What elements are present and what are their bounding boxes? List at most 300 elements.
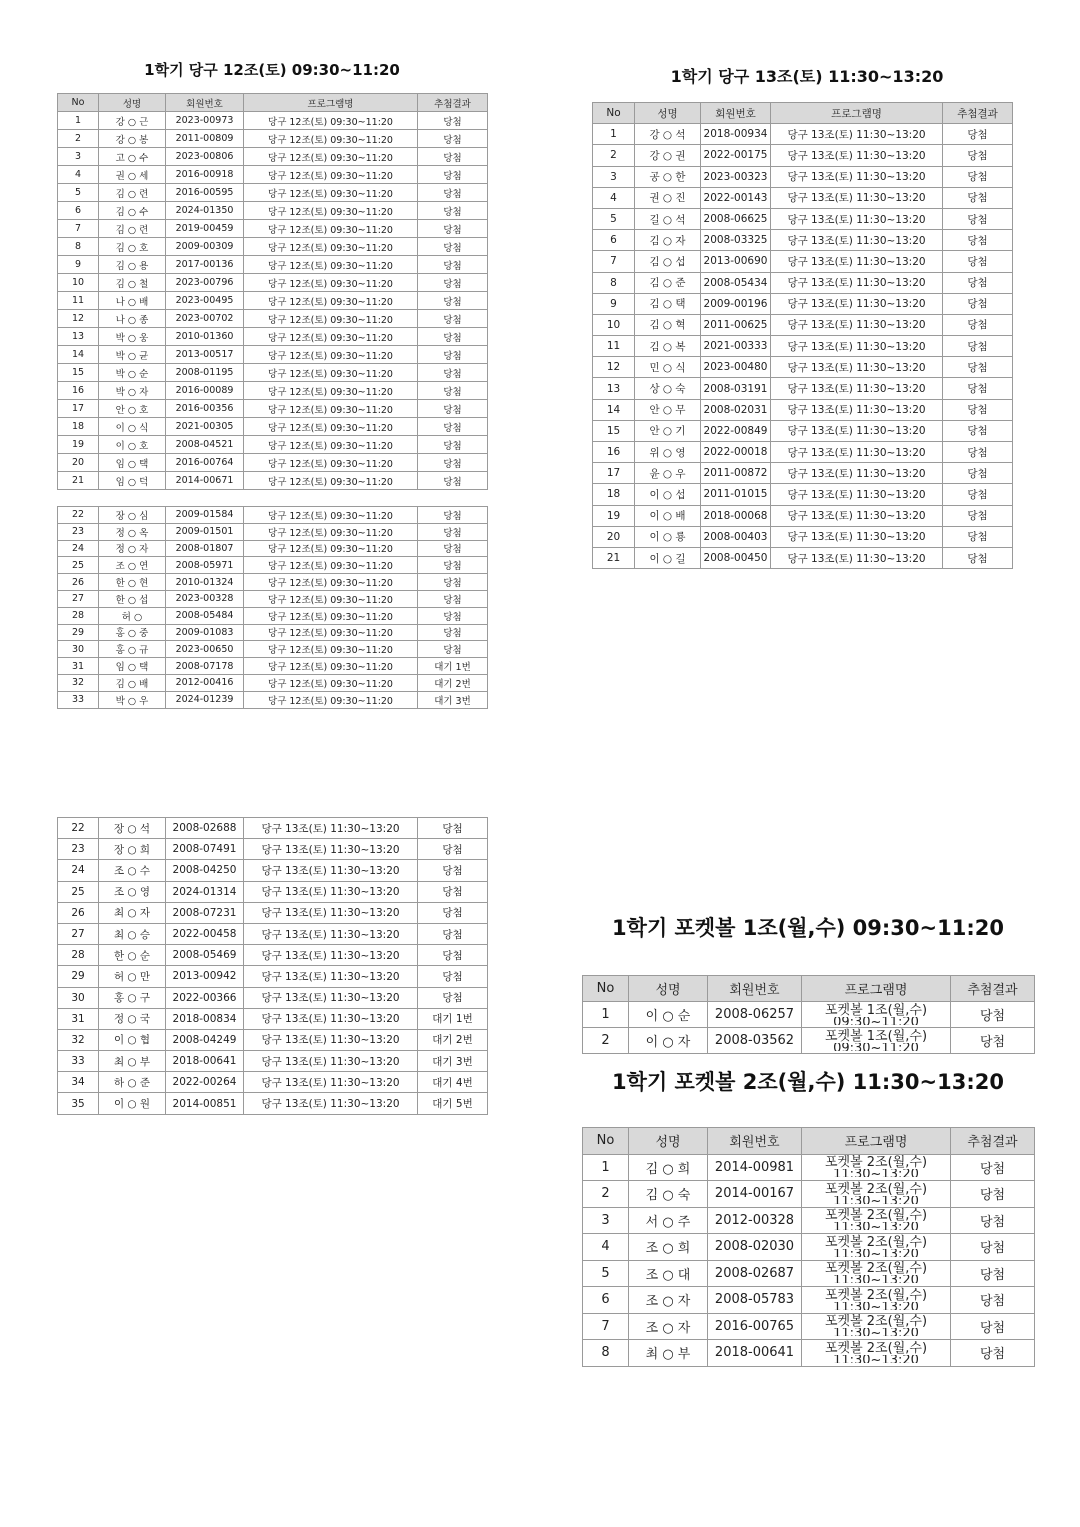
cell-name: 조 ○ 연	[99, 557, 166, 574]
table-row	[58, 184, 488, 202]
cell-no: 23	[58, 523, 99, 540]
cell-no: 5	[58, 184, 99, 202]
cell-no: 19	[58, 436, 99, 454]
cell-no: 9	[58, 256, 99, 274]
cell-no: 6	[583, 1287, 629, 1314]
cell-no: 14	[58, 346, 99, 364]
cell-member-id: 2024-01350	[166, 202, 244, 220]
cell-no: 1	[58, 112, 99, 130]
cell-result: 대기 5번	[418, 1093, 488, 1114]
cell-name: 김 ○ 수	[99, 202, 166, 220]
billiards-12-table	[57, 93, 488, 490]
cell-result: 당첨	[943, 399, 1013, 420]
cell-name: 이 ○ 배	[635, 505, 701, 526]
table-row	[58, 292, 488, 310]
cell-name: 이 ○ 호	[99, 436, 166, 454]
table-row	[58, 400, 488, 418]
table-row	[58, 328, 488, 346]
cell-name: 안 ○ 호	[99, 400, 166, 418]
cell-no: 5	[583, 1260, 629, 1287]
col-header-member-id: 회원번호	[708, 976, 802, 1002]
table-row	[58, 238, 488, 256]
table-row	[58, 1093, 488, 1114]
cell-result: 대기 2번	[418, 1029, 488, 1050]
cell-result: 당첨	[418, 292, 488, 310]
cell-result: 당첨	[943, 442, 1013, 463]
cell-result: 당첨	[943, 208, 1013, 229]
col-header-program: 프로그램명	[802, 1128, 951, 1155]
cell-member-id: 2008-01195	[166, 364, 244, 382]
cell-name: 조 ○ 희	[629, 1234, 708, 1261]
cell-name: 이 ○ 순	[629, 1002, 708, 1028]
cell-name: 김 ○ 택	[635, 293, 701, 314]
cell-program: 당구 12조(토) 09:30~11:20	[244, 130, 418, 148]
cell-no: 13	[58, 328, 99, 346]
cell-program: 포켓볼 2조(월,수) 11:30~13:20	[802, 1207, 951, 1234]
col-header-result: 추첨결과	[951, 1128, 1035, 1155]
cell-program: 당구 13조(토) 11:30~13:20	[244, 902, 418, 923]
cell-program: 당구 13조(토) 11:30~13:20	[771, 357, 943, 378]
cell-member-id: 2008-01807	[166, 540, 244, 557]
cell-program: 포켓볼 2조(월,수) 11:30~13:20	[802, 1181, 951, 1208]
cell-member-id: 2023-00702	[166, 310, 244, 328]
table-row	[593, 463, 1013, 484]
cell-member-id: 2009-00196	[701, 293, 771, 314]
table-row	[58, 860, 488, 881]
cell-result: 당첨	[943, 336, 1013, 357]
cell-name: 박 ○ 자	[99, 382, 166, 400]
cell-member-id: 2008-03325	[701, 230, 771, 251]
cell-no: 7	[58, 220, 99, 238]
cell-member-id: 2022-00175	[701, 145, 771, 166]
cell-member-id: 2008-05971	[166, 557, 244, 574]
cell-name: 조 ○ 영	[99, 881, 166, 902]
table-row	[58, 507, 488, 524]
cell-no: 28	[58, 607, 99, 624]
cell-name: 강 ○ 석	[635, 124, 701, 145]
cell-member-id: 2016-00595	[166, 184, 244, 202]
cell-result: 당첨	[943, 124, 1013, 145]
cell-member-id: 2016-00089	[166, 382, 244, 400]
table-row	[58, 1008, 488, 1029]
cell-result: 대기 1번	[418, 1008, 488, 1029]
col-header-member-id: 회원번호	[166, 94, 244, 112]
cell-member-id: 2008-05469	[166, 945, 244, 966]
cell-name: 하 ○ 준	[99, 1072, 166, 1093]
cell-program: 당구 13조(토) 11:30~13:20	[771, 526, 943, 547]
table-row	[593, 145, 1013, 166]
cell-result: 당첨	[943, 272, 1013, 293]
cell-name: 안 ○ 기	[635, 420, 701, 441]
table-row	[58, 624, 488, 641]
table-row	[593, 484, 1013, 505]
table-row	[58, 1029, 488, 1050]
cell-name: 윤 ○ 우	[635, 463, 701, 484]
cell-program: 당구 13조(토) 11:30~13:20	[244, 818, 418, 839]
cell-no: 24	[58, 860, 99, 881]
cell-result: 당첨	[418, 590, 488, 607]
table-row	[58, 148, 488, 166]
cell-member-id: 2023-00806	[166, 148, 244, 166]
cell-no: 34	[58, 1072, 99, 1093]
cell-program: 당구 13조(토) 11:30~13:20	[244, 945, 418, 966]
pocketball-1-table	[582, 975, 1035, 1054]
cell-no: 21	[58, 472, 99, 490]
col-header-no: No	[58, 94, 99, 112]
cell-no: 24	[58, 540, 99, 557]
cell-name: 김 ○ 철	[99, 274, 166, 292]
cell-program: 포켓볼 2조(월,수) 11:30~13:20	[802, 1154, 951, 1181]
cell-name: 나 ○ 배	[99, 292, 166, 310]
table-row	[58, 346, 488, 364]
cell-name: 권 ○ 세	[99, 166, 166, 184]
cell-member-id: 2013-00690	[701, 251, 771, 272]
cell-result: 당첨	[418, 860, 488, 881]
table-row	[58, 658, 488, 675]
cell-name: 한 ○ 순	[99, 945, 166, 966]
table-row	[58, 112, 488, 130]
table-row	[58, 902, 488, 923]
table-row	[593, 505, 1013, 526]
cell-program: 당구 13조(토) 11:30~13:20	[771, 314, 943, 335]
table-row	[58, 256, 488, 274]
cell-member-id: 2011-00872	[701, 463, 771, 484]
cell-program: 당구 12조(토) 09:30~11:20	[244, 310, 418, 328]
table-row	[593, 442, 1013, 463]
table-row	[583, 1287, 1035, 1314]
cell-program: 당구 13조(토) 11:30~13:20	[771, 293, 943, 314]
table-row	[58, 1051, 488, 1072]
cell-member-id: 2022-00849	[701, 420, 771, 441]
cell-member-id: 2023-00650	[166, 641, 244, 658]
cell-result: 당첨	[418, 839, 488, 860]
cell-program: 당구 12조(토) 09:30~11:20	[244, 274, 418, 292]
cell-member-id: 2009-01501	[166, 523, 244, 540]
cell-no: 35	[58, 1093, 99, 1114]
cell-name: 최 ○ 승	[99, 923, 166, 944]
cell-program: 당구 12조(토) 09:30~11:20	[244, 674, 418, 691]
cell-no: 29	[58, 624, 99, 641]
cell-name: 이 ○ 원	[99, 1093, 166, 1114]
cell-member-id: 2008-02031	[701, 399, 771, 420]
col-header-result: 추첨결과	[418, 94, 488, 112]
cell-name: 김 ○ 호	[99, 238, 166, 256]
cell-no: 15	[58, 364, 99, 382]
cell-program: 포켓볼 1조(월,수) 09:30~11:20	[802, 1002, 951, 1028]
cell-name: 고 ○ 수	[99, 148, 166, 166]
cell-member-id: 2008-03191	[701, 378, 771, 399]
cell-program: 당구 12조(토) 09:30~11:20	[244, 691, 418, 708]
cell-name: 나 ○ 종	[99, 310, 166, 328]
cell-name: 정 ○ 자	[99, 540, 166, 557]
cell-result: 당첨	[418, 400, 488, 418]
cell-name: 조 ○ 대	[629, 1260, 708, 1287]
cell-member-id: 2010-01360	[166, 328, 244, 346]
cell-name: 임 ○ 택	[99, 658, 166, 675]
cell-result: 당첨	[418, 624, 488, 641]
cell-result: 당첨	[943, 505, 1013, 526]
cell-program: 포켓볼 1조(월,수) 09:30~11:20	[802, 1028, 951, 1054]
cell-member-id: 2022-00264	[166, 1072, 244, 1093]
title-billiards-12: 1학기 당구 12조(토) 09:30~11:20	[144, 61, 400, 79]
table-row	[58, 923, 488, 944]
cell-no: 14	[593, 399, 635, 420]
header-row	[58, 94, 488, 112]
cell-result: 당첨	[951, 1287, 1035, 1314]
table-row	[583, 1154, 1035, 1181]
cell-no: 23	[58, 839, 99, 860]
cell-program: 당구 12조(토) 09:30~11:20	[244, 166, 418, 184]
cell-program: 당구 12조(토) 09:30~11:20	[244, 557, 418, 574]
cell-member-id: 2012-00416	[166, 674, 244, 691]
cell-name: 상 ○ 숙	[635, 378, 701, 399]
cell-program: 당구 13조(토) 11:30~13:20	[771, 230, 943, 251]
col-header-program: 프로그램명	[244, 94, 418, 112]
cell-program: 당구 13조(토) 11:30~13:20	[771, 124, 943, 145]
cell-no: 32	[58, 1029, 99, 1050]
table-row	[593, 336, 1013, 357]
cell-name: 허 ○ 만	[99, 966, 166, 987]
cell-program: 당구 13조(토) 11:30~13:20	[771, 208, 943, 229]
col-header-name: 성명	[629, 1128, 708, 1155]
cell-name: 김 ○ 섭	[635, 251, 701, 272]
table-row	[58, 130, 488, 148]
table-row	[583, 1002, 1035, 1028]
table-row	[58, 839, 488, 860]
cell-no: 8	[593, 272, 635, 293]
cell-program: 당구 13조(토) 11:30~13:20	[771, 145, 943, 166]
cell-no: 10	[58, 274, 99, 292]
cell-name: 정 ○ 국	[99, 1008, 166, 1029]
cell-no: 12	[58, 310, 99, 328]
cell-no: 10	[593, 314, 635, 335]
cell-no: 8	[583, 1340, 629, 1367]
cell-result: 당첨	[418, 472, 488, 490]
cell-result: 당첨	[418, 436, 488, 454]
table-row	[58, 523, 488, 540]
cell-no: 22	[58, 818, 99, 839]
cell-result: 당첨	[951, 1340, 1035, 1367]
cell-program: 당구 12조(토) 09:30~11:20	[244, 382, 418, 400]
cell-result: 당첨	[951, 1260, 1035, 1287]
cell-member-id: 2008-06257	[708, 1002, 802, 1028]
cell-result: 당첨	[943, 463, 1013, 484]
cell-program: 당구 13조(토) 11:30~13:20	[244, 860, 418, 881]
table-row	[58, 540, 488, 557]
cell-member-id: 2008-00403	[701, 526, 771, 547]
header-row	[593, 103, 1013, 124]
cell-program: 포켓볼 2조(월,수) 11:30~13:20	[802, 1340, 951, 1367]
cell-name: 이 ○ 식	[99, 418, 166, 436]
cell-program: 당구 12조(토) 09:30~11:20	[244, 148, 418, 166]
cell-member-id: 2008-05434	[701, 272, 771, 293]
cell-program: 당구 13조(토) 11:30~13:20	[244, 923, 418, 944]
cell-member-id: 2018-00641	[708, 1340, 802, 1367]
table-row	[583, 1340, 1035, 1367]
cell-name: 박 ○ 균	[99, 346, 166, 364]
cell-no: 4	[593, 187, 635, 208]
cell-result: 당첨	[943, 293, 1013, 314]
cell-member-id: 2008-02688	[166, 818, 244, 839]
table-row	[593, 526, 1013, 547]
cell-name: 조 ○ 수	[99, 860, 166, 881]
cell-no: 3	[593, 166, 635, 187]
cell-no: 11	[593, 336, 635, 357]
cell-program: 포켓볼 2조(월,수) 11:30~13:20	[802, 1313, 951, 1340]
cell-program: 당구 13조(토) 11:30~13:20	[244, 1008, 418, 1029]
cell-result: 당첨	[418, 902, 488, 923]
cell-no: 25	[58, 557, 99, 574]
cell-no: 27	[58, 590, 99, 607]
cell-no: 28	[58, 945, 99, 966]
cell-result: 당첨	[418, 507, 488, 524]
cell-name: 김 ○ 용	[99, 256, 166, 274]
cell-result: 당첨	[951, 1154, 1035, 1181]
cell-no: 8	[58, 238, 99, 256]
cell-result: 당첨	[943, 187, 1013, 208]
cell-member-id: 2014-00851	[166, 1093, 244, 1114]
cell-result: 당첨	[943, 145, 1013, 166]
cell-program: 당구 12조(토) 09:30~11:20	[244, 590, 418, 607]
cell-program: 당구 13조(토) 11:30~13:20	[771, 547, 943, 568]
cell-program: 당구 12조(토) 09:30~11:20	[244, 418, 418, 436]
table-row	[58, 691, 488, 708]
cell-name: 허 ○	[99, 607, 166, 624]
cell-no: 31	[58, 658, 99, 675]
cell-no: 12	[593, 357, 635, 378]
cell-member-id: 2022-00366	[166, 987, 244, 1008]
cell-result: 당첨	[943, 314, 1013, 335]
cell-name: 위 ○ 영	[635, 442, 701, 463]
cell-no: 26	[58, 902, 99, 923]
cell-member-id: 2016-00764	[166, 454, 244, 472]
cell-result: 당첨	[418, 818, 488, 839]
cell-result: 당첨	[418, 987, 488, 1008]
table-row	[593, 272, 1013, 293]
cell-no: 6	[58, 202, 99, 220]
cell-no: 1	[593, 124, 635, 145]
cell-member-id: 2023-00480	[701, 357, 771, 378]
cell-no: 32	[58, 674, 99, 691]
cell-result: 당첨	[418, 166, 488, 184]
cell-member-id: 2018-00068	[701, 505, 771, 526]
cell-name: 이 ○ 길	[635, 547, 701, 568]
cell-result: 당첨	[418, 256, 488, 274]
cell-name: 서 ○ 주	[629, 1207, 708, 1234]
table-row	[58, 818, 488, 839]
cell-member-id: 2014-00981	[708, 1154, 802, 1181]
cell-member-id: 2008-05783	[708, 1287, 802, 1314]
table-row	[593, 124, 1013, 145]
table-row	[58, 220, 488, 238]
cell-member-id: 2008-03562	[708, 1028, 802, 1054]
cell-no: 31	[58, 1008, 99, 1029]
cell-name: 이 ○ 자	[629, 1028, 708, 1054]
col-header-member-id: 회원번호	[708, 1128, 802, 1155]
cell-no: 17	[58, 400, 99, 418]
cell-name: 박 ○ 순	[99, 364, 166, 382]
table-row	[58, 436, 488, 454]
cell-program: 당구 13조(토) 11:30~13:20	[771, 166, 943, 187]
cell-member-id: 2008-04249	[166, 1029, 244, 1050]
col-header-result: 추첨결과	[951, 976, 1035, 1002]
cell-program: 당구 13조(토) 11:30~13:20	[244, 1051, 418, 1072]
cell-program: 당구 12조(토) 09:30~11:20	[244, 624, 418, 641]
cell-name: 민 ○ 식	[635, 357, 701, 378]
cell-name: 권 ○ 진	[635, 187, 701, 208]
cell-program: 당구 12조(토) 09:30~11:20	[244, 472, 418, 490]
table-row	[583, 1028, 1035, 1054]
table-row	[593, 187, 1013, 208]
cell-name: 한 ○ 현	[99, 574, 166, 591]
cell-program: 당구 12조(토) 09:30~11:20	[244, 574, 418, 591]
cell-result: 당첨	[418, 523, 488, 540]
cell-name: 홍 ○ 중	[99, 624, 166, 641]
cell-result: 대기 4번	[418, 1072, 488, 1093]
table-row	[593, 166, 1013, 187]
cell-no: 20	[593, 526, 635, 547]
table-row	[58, 987, 488, 1008]
cell-result: 당첨	[418, 148, 488, 166]
table-row	[58, 574, 488, 591]
table-row	[58, 454, 488, 472]
cell-member-id: 2021-00305	[166, 418, 244, 436]
cell-program: 당구 13조(토) 11:30~13:20	[771, 505, 943, 526]
table-row	[58, 418, 488, 436]
cell-name: 김 ○ 준	[635, 272, 701, 293]
cell-member-id: 2024-01314	[166, 881, 244, 902]
table-row	[593, 357, 1013, 378]
cell-name: 김 ○ 숙	[629, 1181, 708, 1208]
cell-program: 당구 13조(토) 11:30~13:20	[771, 463, 943, 484]
cell-result: 당첨	[418, 945, 488, 966]
cell-no: 19	[593, 505, 635, 526]
header-row	[583, 976, 1035, 1002]
cell-result: 당첨	[418, 364, 488, 382]
cell-program: 당구 12조(토) 09:30~11:20	[244, 256, 418, 274]
table-row	[58, 881, 488, 902]
cell-name: 이 ○ 룡	[635, 526, 701, 547]
cell-name: 김 ○ 희	[629, 1154, 708, 1181]
cell-name: 정 ○ 옥	[99, 523, 166, 540]
table-row	[583, 1260, 1035, 1287]
cell-member-id: 2017-00136	[166, 256, 244, 274]
col-header-member-id: 회원번호	[701, 103, 771, 124]
cell-member-id: 2008-05484	[166, 607, 244, 624]
table-row	[58, 607, 488, 624]
cell-member-id: 2013-00942	[166, 966, 244, 987]
table-row	[58, 966, 488, 987]
col-header-program: 프로그램명	[802, 976, 951, 1002]
table-row	[58, 641, 488, 658]
cell-no: 7	[583, 1313, 629, 1340]
cell-no: 5	[593, 208, 635, 229]
cell-name: 강 ○ 근	[99, 112, 166, 130]
cell-member-id: 2008-04250	[166, 860, 244, 881]
cell-program: 당구 12조(토) 09:30~11:20	[244, 436, 418, 454]
table-row	[593, 420, 1013, 441]
table-row	[593, 208, 1013, 229]
cell-name: 공 ○ 한	[635, 166, 701, 187]
title-pocketball-2: 1학기 포켓볼 2조(월,수) 11:30~13:20	[612, 1070, 1004, 1094]
cell-member-id: 2023-00495	[166, 292, 244, 310]
cell-result: 당첨	[418, 557, 488, 574]
cell-name: 김 ○ 배	[99, 674, 166, 691]
cell-program: 당구 13조(토) 11:30~13:20	[771, 484, 943, 505]
col-header-no: No	[583, 976, 629, 1002]
cell-no: 25	[58, 881, 99, 902]
col-header-no: No	[583, 1128, 629, 1155]
